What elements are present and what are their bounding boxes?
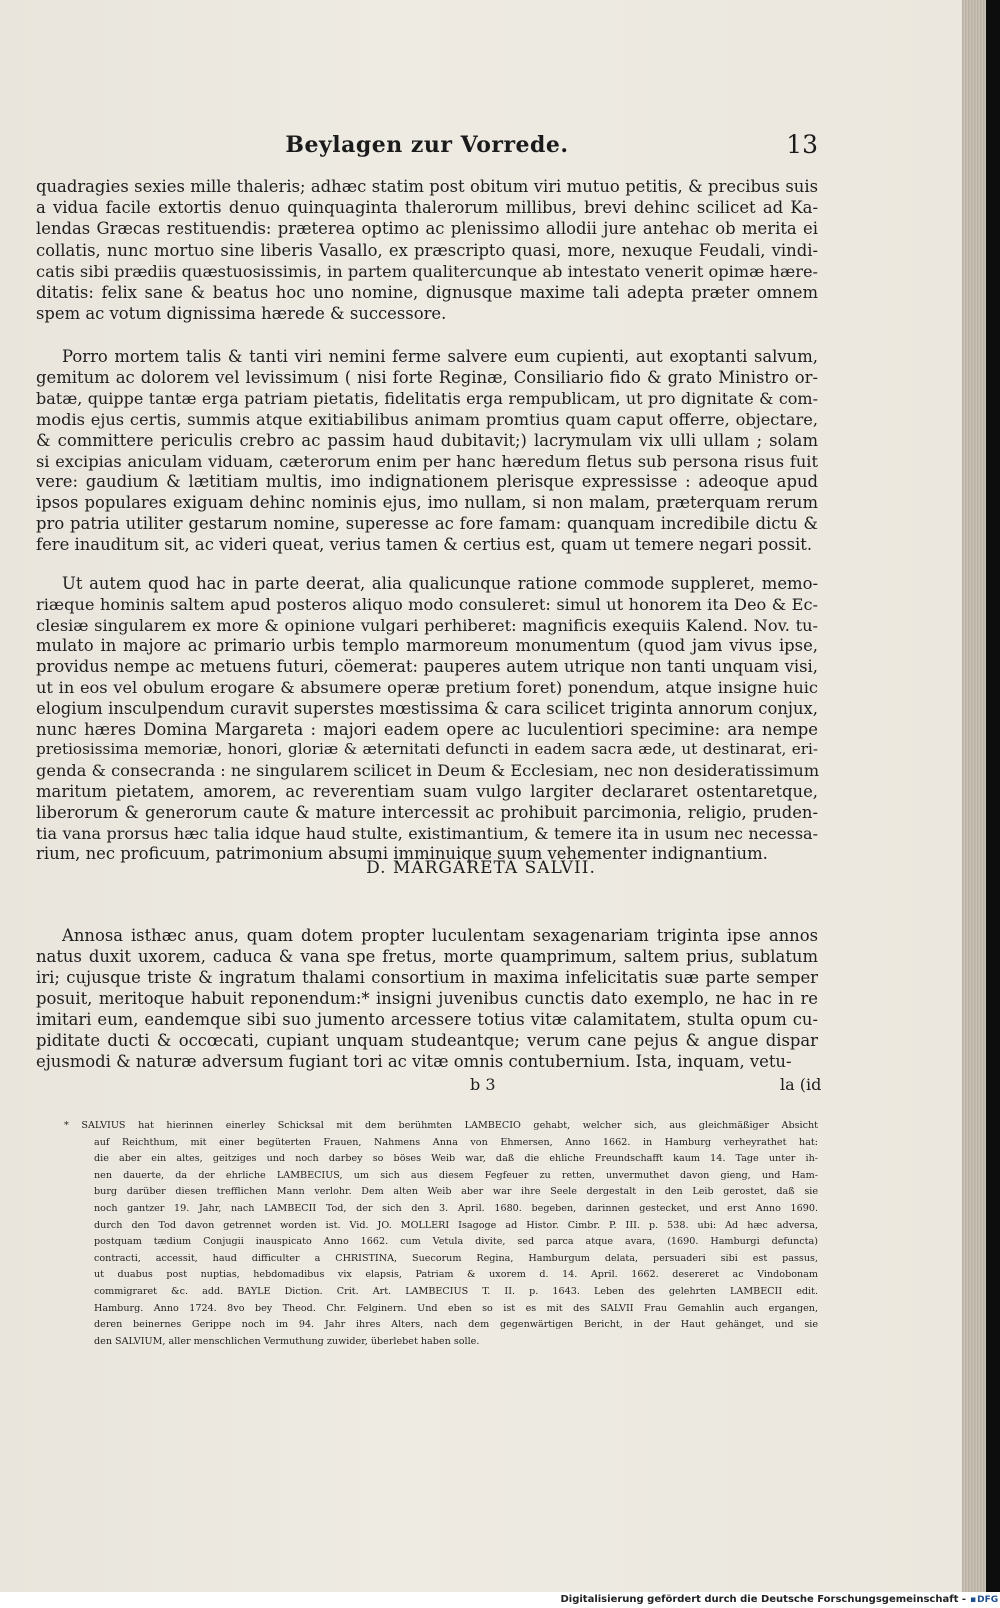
paragraph3-line: genda & consecranda : ne singularem scilicet in Deum & Ecclesiam, nec non desideratissimum	[36, 761, 820, 781]
paragraph3-line: clesiæ singularem ex more & opinione vulgari perhiberet: magnificis exequiis Kalend. Nov. tu-	[36, 615, 818, 635]
paragraph3-line: Ut autem quod hac in parte deerat, alia qualicunque ratione commode suppleret, memo-	[62, 574, 818, 593]
paragraph4-line: piditate ducti & occœcati, cupiant unquam studeantque; verum cane pejus & angue dispar	[36, 1031, 818, 1050]
footnote-line: Hamburg. Anno 1724. 8vo bey Theod. Chr. Felginern. Und eben so ist es mit des SALVII Frau Gemahlin auch ergangen,	[94, 1302, 818, 1314]
paragraph2-line: gemitum ac dolorem vel levissimum ( nisi forte Reginæ, Consiliario fido & grato Ministro or-	[36, 367, 818, 387]
catchword: la (id	[780, 1075, 822, 1094]
paragraph2-line: batæ, quippe tantæ erga patriam pietatis, fidelitatis erga rempublicam, ut pro dignitate & com-	[36, 388, 818, 408]
page-number: 13	[786, 130, 818, 159]
footnote-line: auf Reichthum, mit einer begüterten Frauen, Nahmens Anna von Ehmersen, Anno 1662. in Hamburg verheyrathet hat:	[94, 1136, 818, 1148]
footnote-line: commigraret &c. add. BAYLE Diction. Crit. Art. LAMBECIUS T. II. p. 1643. Leben des gelehrten LAMBECII edit.	[94, 1286, 818, 1297]
paragraph2-line: vere: gaudium & lætitiam multis, imo indignationem plerisque expressisse : adeoque apud	[36, 472, 818, 492]
section-heading: D. MARGARETA SALVII.	[366, 858, 596, 878]
paragraph2-line: Porro mortem talis & tanti viri nemini ferme salvere eum cupienti, aut exoptanti salvum,	[62, 347, 818, 366]
footnote-line: durch den Tod davon getrennet worden ist. Vid. JO. MOLLERI Isagoge ad Histor. Cimbr. P. III. p. 538. ubi: Ad hæc adversa,	[94, 1219, 818, 1231]
paragraph1-line: spem ac votum dignissima hærede & successore.	[36, 304, 447, 324]
paragraph3-line: ut in eos vel obulum erogare & absumere operæ pretium foret) ponendum, atque insigne huic	[36, 678, 818, 697]
page-header	[36, 132, 818, 168]
digitization-credit	[0, 1592, 1000, 1608]
paragraph3-line: elogium insculpendum curavit superstes mœstissima & cara scilicet triginta annorum conjux,	[36, 698, 818, 718]
paragraph2-line: modis ejus certis, summis atque exitiabilibus animam promtius quam caput offerre, objectare,	[36, 409, 818, 429]
credit-text: Digitalisierung gefördert durch die Deutsche Forschungsgemeinschaft -	[560, 1594, 966, 1605]
footnote-line: die aber ein altes, geitziges und noch darbey so böses Weib war, daß die ehliche Freundschafft kaum 14. Tage unter ih-	[94, 1153, 818, 1165]
paragraph3-line: mulato in majore ac primario urbis templo marmoreum monumentum (quod jam vivus ipse,	[36, 636, 818, 656]
paragraph4-line: iri; cujusque triste & ingratum thalami consortium in maxima infelicitatis suæ parte semper	[36, 968, 818, 987]
paragraph2-line: fere inauditum sit, ac videri queat, verius tamen & certius est, quam ut temere negari possit.	[36, 535, 813, 555]
dfg-logo: ▪ DFG	[970, 1594, 996, 1606]
paragraph3-line: tia vana prorsus hæc talia idque haud stulte, existimantium, & temere ita in usum nec necessa-	[36, 823, 818, 843]
paragraph3-line: riæque hominis saltem apud posteros aliquo modo consuleret: simul ut honorem ita Deo & Ec-	[36, 594, 818, 614]
signature-mark: b 3	[470, 1075, 496, 1094]
paragraph1-line: a vidua facile extortis denuo quinquaginta thalerorum millibus, brevi dehinc scilicet ad Ka-	[36, 198, 818, 218]
paragraph3-line: liberorum & generorum caute & mature intercessit ac prohibuit parcimonia, religio, pruden-	[36, 802, 818, 822]
running-head: Beylagen zur Vorrede.	[285, 132, 569, 158]
footnote-line: noch gantzer 19. Jahr, nach LAMBECII Tod, der sich den 3. April. 1680. begeben, darinnen gestecket, und erst Anno 1690.	[94, 1203, 818, 1214]
paragraph2-line: & committere periculis crebro ac passim haud dubitavit;) lacrymulam vix ulli ullam ; solam	[36, 430, 818, 450]
footnote-line: ut duabus post nuptias, hebdomadibus vix elapsis, Patriam & uxorem d. 14. April. 1662. desereret ac Vindobonam	[94, 1269, 818, 1281]
footnote-line: den SALVIUM, aller menschlichen Vermuthung zuwider, überlebet haben solle.	[94, 1335, 480, 1347]
paragraph4-line: Annosa isthæc anus, quam dotem propter luculentam sexagenariam triginta ipse annos	[62, 926, 818, 945]
paragraph3-line: nunc hæres Domina Margareta : majori eadem opere ac luculentiori specimine: ara nempe	[36, 719, 818, 739]
page-edge	[962, 0, 986, 1596]
paragraph1-line: lendas Græcas restituendis: præterea optimo ac plenissimo allodii jure antehac ob merita ei	[36, 219, 818, 239]
paragraph4-line: imitari eum, eandemque sibi suo jumento arcessere totius vitæ calamitatem, stulta opum cu-	[36, 1010, 818, 1029]
footnote-line: * SALVIUS hat hierinnen einerley Schicksal mit dem berühmten LAMBECIO gehabt, welcher sich, aus gleichmäßiger Absicht	[64, 1120, 818, 1131]
paragraph3-line: rium, nec proficuum, patrimonium absumi imminuique suum vehementer indignantium.	[36, 844, 768, 864]
footnote-line: nen dauerte, da der ehrliche LAMBECIUS, um sich aus diesem Fegfeuer zu retten, unvermuthet davon gieng, und Ham-	[94, 1169, 818, 1181]
paragraph1-line: collatis, nunc mortuo sine liberis Vasallo, ex præscripto quasi, more, nexuque Feudali, vindi-	[36, 240, 818, 260]
footnote-line: postquam tædium Conjugii inauspicato Anno 1662. cum Vetula divite, sed parca atque avara, (1690. Hamburgi defuncta)	[94, 1236, 818, 1248]
footnote-line: burg darüber diesen trefflichen Mann verlohr. Dem alten Weib aber war ihre Seele dergestalt in den Leib gerostet, daß sie	[94, 1186, 818, 1198]
footnote-line: contracti, accessit, haud difficulter a CHRISTINA, Suecorum Regina, Hamburgum delata, persuaderi sibi est passus,	[94, 1252, 818, 1264]
paragraph3-line: providus nempe ac metuens futuri, cöemerat: pauperes autem utrique non tanti unquam visi,	[36, 657, 818, 677]
paragraph1-line: quadragies sexies mille thaleris; adhæc statim post obitum viri mutuo petitis, & precibus suis	[36, 177, 818, 196]
paragraph2-line: ipsos populares exiguam dehinc nominis ejus, imo nullam, si non malam, præterquam rerum	[36, 493, 818, 513]
paragraph4-line: natus duxit uxorem, caduca & vana spe fretus, morte quamprimum, saltem prius, sublatum	[36, 947, 818, 966]
footnote-line: deren beinernes Gerippe noch im 94. Jahr ihres Alters, nach dem gegenwärtigen Bericht, in der Haut gehänget, und sie	[94, 1319, 818, 1331]
paragraph1-line: ditatis: felix sane & beatus hoc uno nomine, dignusque maxime tali adepta præter omnem	[36, 283, 818, 302]
paragraph3-line: maritum pietatem, amorem, ac reverentiam suam vulgo largiter declararet ostentaretque,	[36, 782, 818, 801]
paragraph1-line: catis sibi prædiis quæstuosissimis, in partem qualitercunque ab intestato venerit opimæ hære-	[36, 261, 818, 281]
paragraph4-line: posuit, meritoque habuit reponendum:* insigni juvenibus cunctis dato exemplo, ne hac in re	[36, 989, 818, 1008]
paragraph2-line: pro patria utiliter gestarum nomine, superesse ac fore famam: quanquam incredibile dictu &	[36, 514, 818, 534]
paragraph3-line: pretiosissima memoriæ, honori, gloriæ & æternitati defuncti in eadem sacra æde, ut destinarat, eri-	[36, 740, 818, 759]
paragraph4-line: ejusmodi & naturæ adversum fugiant tori ac vitæ omnis contubernium. Ista, inquam, vetu-	[36, 1052, 792, 1071]
paragraph2-line: si excipias aniculam viduam, cæterorum enim per hanc hæredum fletus sub persona risus fuit	[36, 451, 818, 471]
